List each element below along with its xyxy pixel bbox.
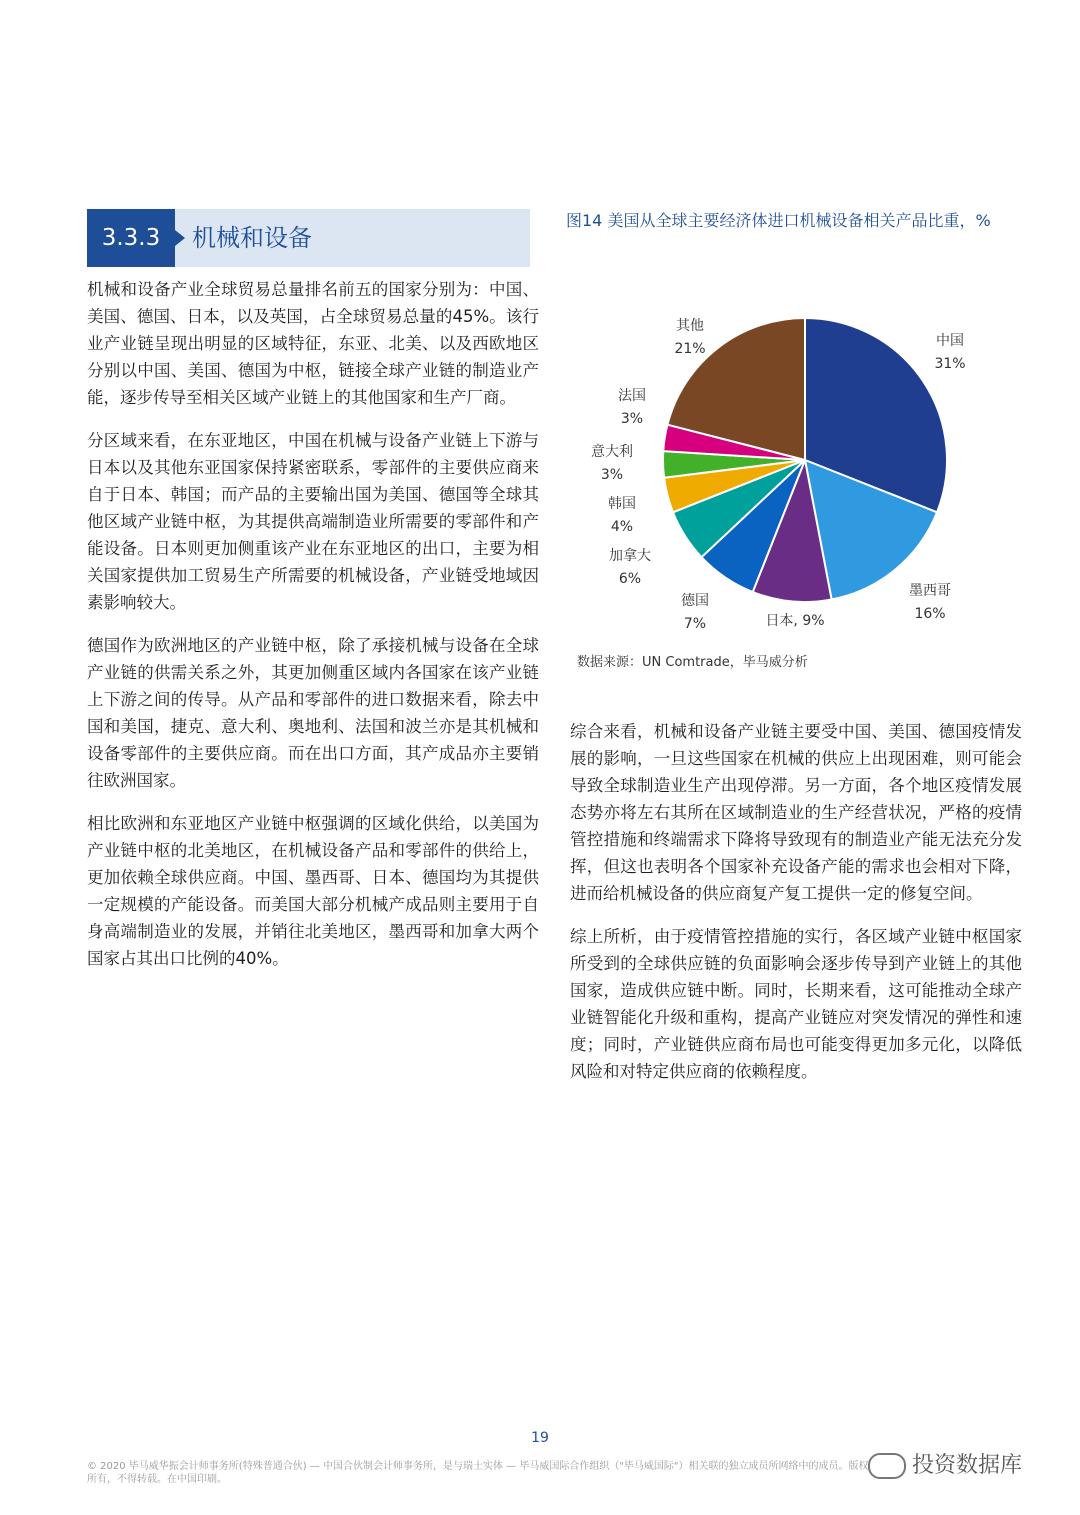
slice-label: 日本, 9% — [765, 613, 825, 629]
slice-value: 3% — [600, 467, 624, 483]
slice-value: 21% — [674, 341, 706, 357]
page-number: 19 — [531, 1430, 549, 1446]
section-header — [87, 209, 530, 267]
watermark-text: 投资数据库 — [912, 1453, 1023, 1478]
slice-label: 德国 — [681, 593, 709, 609]
slice-label: 中国 — [936, 333, 964, 349]
paragraph: 综上所析，由于疫情管控措施的实行，各区域产业链中枢国家所受到的全球供应链的负面影响会逐步传导到产业链上的其他国家，造成供应链中断。同时，长期来看，这可能推动全球产业链智能化升级和重构，提高产业链应对突发情况的弹性和速度；同时，产业链供应商布局也可能变得更加多元化，以降低风险和对特定供应商的依赖程度。 — [570, 927, 1022, 1081]
footer-copyright: © 2020 毕马威华振会计师事务所(特殊普通合伙) — 中国合伙制会计师事务所，是与瑞士实体 — 毕马威国际合作组织（"毕马威国际"）相关联的独立成员所网络中的成员。版权所有，不得转载。在中国印刷。 — [87, 1461, 869, 1485]
pie-chart — [560, 290, 1040, 640]
section-title: 机械和设备 — [192, 224, 312, 252]
slice-value: 3% — [620, 411, 644, 427]
slice-label: 墨西哥 — [909, 583, 951, 599]
slice-value: 16% — [914, 606, 946, 622]
watermark — [868, 1448, 1022, 1479]
paragraph: 机械和设备产业全球贸易总量排名前五的国家分别为：中国、美国、德国、日本，以及英国，占全球贸易总量的45%。该行业产业链呈现出明显的区域特征，东亚、北美、以及西欧地区分别以中国、美国、德国为中枢，链接全球产业链的制造业产能，逐步传导至相关区域产业链上的其他国家和生产厂商。 — [87, 280, 539, 407]
paragraph: 德国作为欧洲地区的产业链中枢，除了承接机械与设备在全球产业链的供需关系之外，其更加侧重区域内各国家在该产业链上下游之间的传导。从产品和零部件的进口数据来看，除去中国和美国，捷克、意大利、奥地利、法国和波兰亦是其机械和设备零部件的主要供应商。而在出口方面，其产成品亦主要销往欧洲国家。 — [87, 636, 539, 790]
slice-label: 加拿大 — [609, 548, 651, 564]
paragraph: 综合来看，机械和设备产业链主要受中国、美国、德国疫情发展的影响，一旦这些国家在机械的供应上出现困难，则可能会导致全球制造业生产出现停滞。另一方面，各个地区疫情发展态势亦将左右其所在区域制造业的生产经营状况，严格的疫情管控措施和终端需求下降将导致现有的制造业产能无法充分发挥，但这也表明各个国家补充设备产能的需求也会相对下降，进而给机械设备的供应商复产复工提供一定的修复空间。 — [570, 722, 1022, 903]
paragraph: 分区域来看，在东亚地区，中国在机械与设备产业链上下游与日本以及其他东亚国家保持紧密联系，零部件的主要供应商来自于日本、韩国；而产品的主要输出国为美国、德国等全球其他区域产业链中枢，为其提供高端制造业所需要的零部件和产能设备。日本则更加侧重该产业在东亚地区的出口，主要为相关国家提供加工贸易生产所需要的机械设备，产业链受地域因素影响较大。 — [87, 431, 539, 612]
figure-title: 图14 美国从全球主要经济体进口机械设备相关产品比重，% — [566, 211, 991, 230]
section-number: 3.3.3 — [87, 209, 175, 267]
slice-value: 7% — [683, 616, 707, 632]
slice-label: 法国 — [618, 388, 646, 404]
slice-label: 其他 — [676, 318, 704, 334]
slice-value: 31% — [934, 356, 966, 372]
paragraph: 相比欧洲和东亚地区产业链中枢强调的区域化供给，以美国为产业链中枢的北美地区，在机械设备产品和零部件的供给上，更加依赖全球供应商。中国、墨西哥、日本、德国均为其提供一定规模的产能设备。而美国大部分机械产成品则主要用于自身高端制造业的发展，并销往北美地区，墨西哥和加拿大两个国家占其出口比例的40%。 — [87, 814, 539, 968]
right-column — [570, 718, 1022, 1101]
slice-value: 4% — [610, 519, 634, 535]
wechat-icon — [868, 1453, 906, 1479]
left-column — [87, 276, 539, 988]
slice-label: 意大利 — [591, 444, 633, 460]
figure-source: 数据来源：UN Comtrade，毕马威分析 — [577, 655, 808, 670]
slice-label: 韩国 — [608, 496, 636, 512]
slice-value: 6% — [618, 571, 642, 587]
